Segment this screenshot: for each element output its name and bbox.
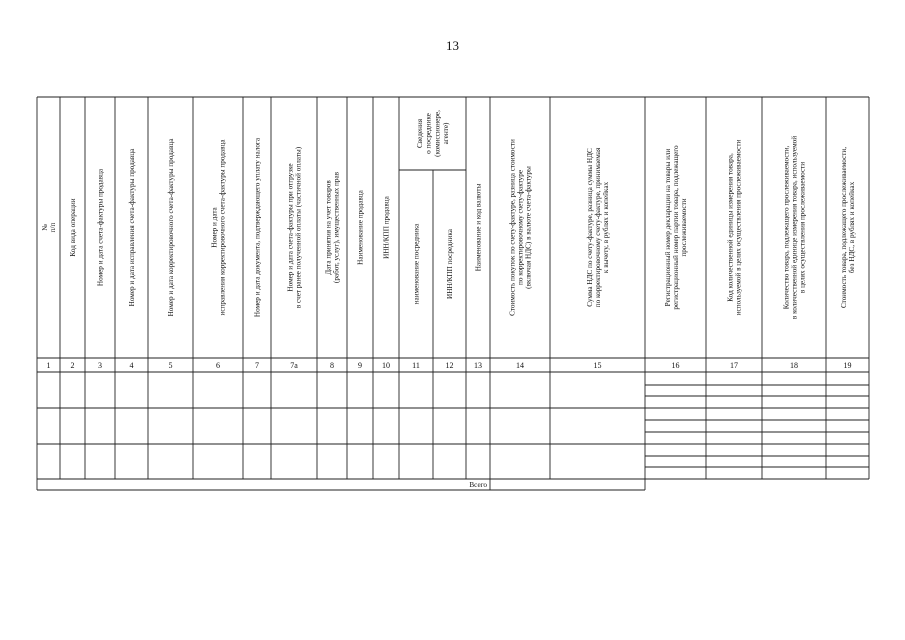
column-header-line: Сумма НДС по счету-фактуре, разница суммы НДС — [585, 148, 594, 307]
column-header-line: (работ, услуг), имущественных прав — [332, 171, 341, 284]
total-label: Всего — [469, 481, 487, 489]
column-header-line: (включая НДС) в валюте счета-фактуры — [524, 166, 533, 289]
column-header-line: исправления корректировочного счета-фактуры продавца — [218, 139, 227, 316]
column-header-line: Количество товара, подлежащего прослеживаемости, — [782, 145, 791, 310]
column-header-line: Номер и дата документа, подтверждающего уплату налога — [253, 137, 262, 318]
column-header-line: Код количественной единицы измерения товара, — [726, 153, 735, 302]
column-number-19: 19 — [843, 361, 852, 370]
column-header-line: без НДС, в рублях и копейках — [848, 181, 857, 274]
column-header-line: в количественной единице измерения товара, используемой — [790, 135, 799, 320]
column-header-line: Стоимость товара, подлежащего прослеживаемости, — [839, 146, 848, 309]
group-header-line: агенте) — [441, 122, 450, 145]
column-header-line: по корректировочному счету-фактуре — [516, 169, 525, 286]
column-header-12 — [446, 228, 454, 299]
column-header-line: к вычету, в рублях и копейках — [602, 181, 611, 274]
column-header-line: Код вида операции — [69, 198, 77, 257]
column-number-10: 10 — [382, 361, 390, 370]
column-number-1: 1 — [46, 361, 51, 370]
column-header-line: Дата принятия на учет товаров — [324, 180, 333, 275]
column-number-17: 17 — [730, 361, 738, 370]
column-number-9: 9 — [358, 361, 362, 370]
column-header-10 — [383, 195, 391, 258]
column-header-11 — [413, 223, 421, 304]
column-header-line: в целях осуществления прослеживаемости — [798, 161, 807, 294]
column-number-6: 6 — [216, 361, 220, 370]
column-header-2 — [69, 198, 77, 256]
column-header-line: Номер и дата — [210, 207, 219, 248]
group-header-line: (комиссионере, — [433, 110, 442, 157]
column-header-1 — [41, 223, 57, 233]
column-number-7а: 7а — [290, 361, 298, 370]
column-header-8 — [324, 171, 340, 283]
column-header-14 — [508, 139, 532, 316]
column-header-line: ИНН/КПП продавца — [382, 196, 391, 259]
column-header-7а — [286, 146, 302, 308]
column-header-line: наименование посредника — [412, 223, 421, 305]
column-number-7: 7 — [255, 361, 259, 370]
column-number-8: 8 — [330, 361, 334, 370]
column-header-line: Стоимость покупок по счету-фактуре, разница стоимости — [508, 139, 517, 316]
column-header-line: ИНН/КПП посредника — [446, 229, 454, 299]
column-number-16: 16 — [671, 361, 680, 370]
column-header-line: Номер и дата счета-фактуры продавца — [96, 168, 105, 287]
column-number-4: 4 — [129, 361, 134, 370]
column-header-line: Регистрационный номер декларации на товары или — [663, 148, 672, 307]
column-header-3 — [97, 168, 105, 286]
column-header-line: п/п — [49, 222, 58, 233]
column-header-line: Номер и дата счета-фактуры при отгрузке — [286, 163, 295, 292]
column-number-11: 11 — [412, 361, 420, 370]
column-header-6 — [210, 139, 226, 316]
column-header-18 — [782, 136, 806, 319]
column-header-line: Номер и дата корректировочного счета-фактуры продавца — [167, 138, 175, 317]
group-header-line: Сведения — [416, 118, 425, 149]
column-number-14: 14 — [516, 361, 524, 370]
column-number-2: 2 — [70, 361, 75, 370]
page-number: 13 — [446, 38, 459, 53]
column-header-line: в счет ранее полученной оплаты (частичной оплаты) — [294, 146, 303, 309]
column-header-line: регистрационный номер партии товара, подлежащего — [672, 145, 680, 310]
column-header-9 — [357, 189, 365, 264]
column-header-line: прослеживаемости — [680, 198, 689, 257]
column-header-line: используемой в целях осуществления прослеживаемости — [734, 139, 743, 316]
group-header-line: о посреднике — [424, 113, 433, 154]
column-header-15 — [586, 147, 610, 307]
column-number-13: 13 — [474, 361, 482, 370]
column-header-line: Наименование продавца — [356, 190, 365, 265]
column-header-17 — [726, 140, 742, 316]
column-header-line: Номер и дата исправления счета-фактуры продавца — [128, 148, 136, 307]
intermediary-group-header — [416, 110, 450, 157]
column-number-5: 5 — [168, 361, 173, 370]
column-number-18: 18 — [790, 361, 798, 370]
column-number-3: 3 — [98, 361, 102, 370]
column-number-12: 12 — [445, 361, 454, 370]
column-header-13 — [475, 184, 483, 272]
column-header-7 — [254, 137, 262, 317]
column-header-line: № — [40, 224, 49, 231]
column-header-19 — [840, 147, 856, 308]
column-header-4 — [128, 148, 136, 307]
column-header-line: Наименование и код валюты — [474, 183, 483, 272]
column-number-15: 15 — [593, 361, 602, 370]
column-header-line: по корректировочному счету-фактуре, принимаемая — [594, 147, 602, 308]
column-header-16 — [664, 145, 688, 310]
column-header-5 — [167, 138, 175, 317]
